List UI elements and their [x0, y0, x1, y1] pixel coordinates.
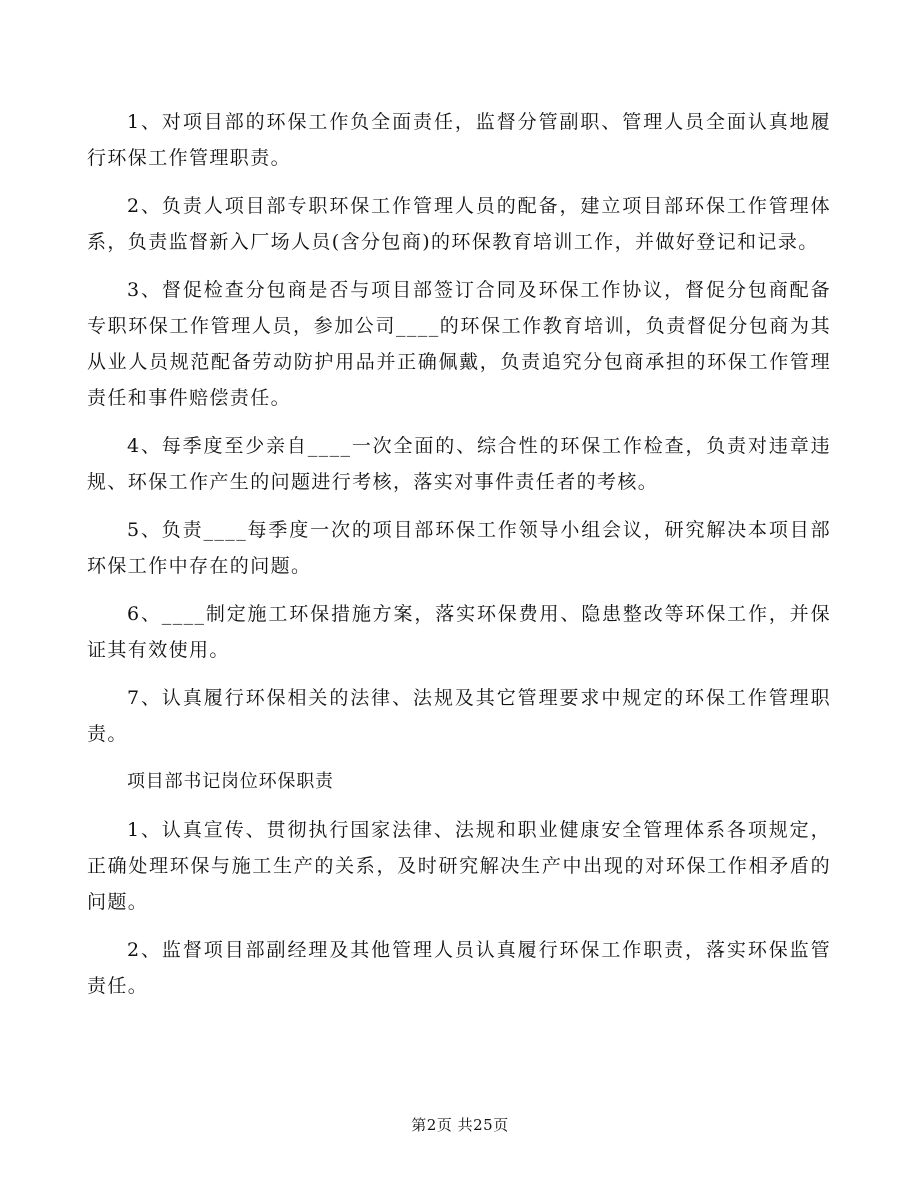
paragraph-7: 7、认真履行环保相关的法律、法规及其它管理要求中规定的环保工作管理职责。 — [87, 687, 831, 745]
paragraph-6: 6、____制定施工环保措施方案，落实环保费用、隐患整改等环保工作，并保证其有效使用。 — [87, 603, 831, 661]
paragraph-2: 2、负责人项目部专职环保工作管理人员的配备，建立项目部环保工作管理体系，负责监督新入厂场人员(含分包商)的环保教育培训工作，并做好登记和记录。 — [87, 195, 831, 253]
paragraph-1: 1、对项目部的环保工作负全面责任，监督分管副职、管理人员全面认真地履行环保工作管理职责。 — [87, 111, 831, 169]
section-paragraph-2: 2、监督项目部副经理及其他管理人员认真履行环保工作职责，落实环保监管责任。 — [87, 939, 831, 997]
paragraph-4: 4、每季度至少亲自____一次全面的、综合性的环保工作检查，负责对违章违规、环保工作产生的问题进行考核，落实对事件责任者的考核。 — [87, 435, 831, 493]
paragraph-3: 3、督促检查分包商是否与项目部签订合同及环保工作协议，督促分包商配备专职环保工作管理人员，参加公司____的环保工作教育培训，负责督促分包商为其从业人员规范配备劳动防护用品并正确佩戴，负责追究分包商承担的环保工作管理责任和事件赔偿责任。 — [87, 279, 831, 409]
paragraph-5: 5、负责____每季度一次的项目部环保工作领导小组会议，研究解决本项目部环保工作中存在的问题。 — [87, 519, 831, 577]
page-number-footer: 第2页 共25页 — [411, 1116, 509, 1134]
section-heading: 项目部书记岗位环保职责 — [127, 771, 334, 792]
section-paragraph-1: 1、认真宣传、贯彻执行国家法律、法规和职业健康安全管理体系各项规定，正确处理环保与施工生产的关系，及时研究解决生产中出现的对环保工作相矛盾的问题。 — [87, 819, 831, 913]
document-body — [87, 104, 831, 1016]
